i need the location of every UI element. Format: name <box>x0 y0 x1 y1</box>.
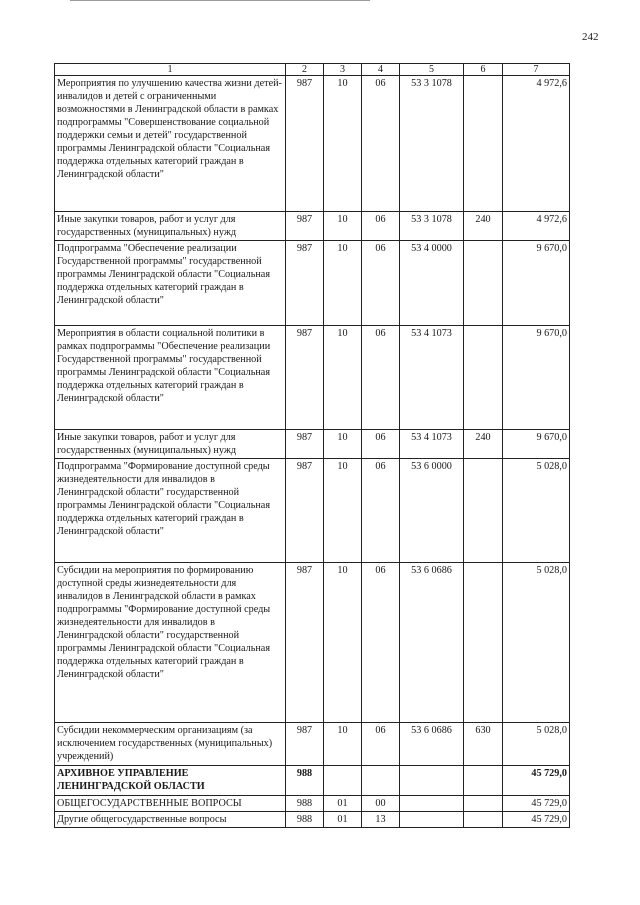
row-expense-type: 240 <box>464 430 503 459</box>
row-admin-code: 988 <box>286 766 324 796</box>
page-number: 242 <box>582 31 599 43</box>
table-row <box>55 796 570 812</box>
row-name: ОБЩЕГОСУДАРСТВЕННЫЕ ВОПРОСЫ <box>55 796 286 812</box>
row-amount: 4 972,6 <box>503 76 570 212</box>
row-amount: 9 670,0 <box>503 430 570 459</box>
row-section: 10 <box>324 563 362 723</box>
row-subsection: 06 <box>362 563 400 723</box>
row-subsection: 06 <box>362 241 400 326</box>
row-section: 01 <box>324 812 362 828</box>
row-amount: 45 729,0 <box>503 766 570 796</box>
row-admin-code: 987 <box>286 430 324 459</box>
table-row <box>55 812 570 828</box>
row-admin-code: 987 <box>286 563 324 723</box>
row-amount: 5 028,0 <box>503 723 570 766</box>
row-name: Мероприятия в области социальной политики в рамках подпрограммы "Обеспечение реализации Государственной программы" государственной программы Ленинградской области "Социальная поддержка отдельных категорий граждан в Ленинградской области" <box>55 326 286 430</box>
row-expense-type <box>464 241 503 326</box>
header-col-2: 2 <box>286 64 324 76</box>
row-subsection <box>362 766 400 796</box>
row-section: 10 <box>324 723 362 766</box>
header-col-1: 1 <box>55 64 286 76</box>
row-section: 10 <box>324 430 362 459</box>
row-section: 10 <box>324 76 362 212</box>
row-expense-type <box>464 796 503 812</box>
row-admin-code: 987 <box>286 723 324 766</box>
row-subsection: 06 <box>362 459 400 563</box>
row-name: Иные закупки товаров, работ и услуг для государственных (муниципальных) нужд <box>55 212 286 241</box>
row-amount: 9 670,0 <box>503 326 570 430</box>
row-amount: 5 028,0 <box>503 459 570 563</box>
row-amount: 45 729,0 <box>503 796 570 812</box>
table-row <box>55 563 570 723</box>
row-name: Субсидии на мероприятия по формированию доступной среды жизнедеятельности для инвалидов в Ленинградской области в рамках подпрограммы "Формирование доступной среды жизнедеятельности для инвалидов в Ленинградской области" государственной программы Ленинградской области "Социальная поддержка отдельных категорий граждан в Ленинградской области" <box>55 563 286 723</box>
table-row <box>55 241 570 326</box>
row-subsection: 06 <box>362 326 400 430</box>
header-col-7: 7 <box>503 64 570 76</box>
row-admin-code: 988 <box>286 812 324 828</box>
row-subsection: 06 <box>362 76 400 212</box>
header-col-3: 3 <box>324 64 362 76</box>
row-target-article: 53 6 0686 <box>400 723 464 766</box>
row-target-article <box>400 766 464 796</box>
row-name: Иные закупки товаров, работ и услуг для государственных (муниципальных) нужд <box>55 430 286 459</box>
table-row <box>55 212 570 241</box>
table-row <box>55 326 570 430</box>
row-section: 10 <box>324 459 362 563</box>
row-target-article: 53 6 0000 <box>400 459 464 563</box>
header-col-5: 5 <box>400 64 464 76</box>
row-target-article <box>400 796 464 812</box>
row-name: Другие общегосударственные вопросы <box>55 812 286 828</box>
row-expense-type: 240 <box>464 212 503 241</box>
row-name: АРХИВНОЕ УПРАВЛЕНИЕ ЛЕНИНГРАДСКОЙ ОБЛАСТИ <box>55 766 286 796</box>
row-amount: 4 972,6 <box>503 212 570 241</box>
row-target-article: 53 4 1073 <box>400 326 464 430</box>
row-subsection: 06 <box>362 723 400 766</box>
row-admin-code: 987 <box>286 459 324 563</box>
table-row <box>55 723 570 766</box>
row-subsection: 00 <box>362 796 400 812</box>
row-expense-type: 630 <box>464 723 503 766</box>
header-col-4: 4 <box>362 64 400 76</box>
row-target-article: 53 3 1078 <box>400 76 464 212</box>
row-subsection: 06 <box>362 212 400 241</box>
row-admin-code: 988 <box>286 796 324 812</box>
row-section: 10 <box>324 241 362 326</box>
row-admin-code: 987 <box>286 212 324 241</box>
row-expense-type <box>464 766 503 796</box>
row-amount: 5 028,0 <box>503 563 570 723</box>
table-row <box>55 430 570 459</box>
row-admin-code: 987 <box>286 241 324 326</box>
table-row <box>55 459 570 563</box>
row-amount: 9 670,0 <box>503 241 570 326</box>
row-section: 10 <box>324 212 362 241</box>
row-subsection: 13 <box>362 812 400 828</box>
row-subsection: 06 <box>362 430 400 459</box>
row-expense-type <box>464 76 503 212</box>
row-name: Субсидии некоммерческим организациям (за исключением государственных (муниципальных) учреждений) <box>55 723 286 766</box>
row-target-article: 53 6 0686 <box>400 563 464 723</box>
row-target-article: 53 4 1073 <box>400 430 464 459</box>
row-name: Подпрограмма "Обеспечение реализации Государственной программы" государственной программы Ленинградской области "Социальная поддержка отдельных категорий граждан в Ленинградской области" <box>55 241 286 326</box>
row-target-article: 53 4 0000 <box>400 241 464 326</box>
row-target-article <box>400 812 464 828</box>
row-name: Мероприятия по улучшению качества жизни детей-инвалидов и детей с ограниченными возможностями в Ленинградской области в рамках подпрограммы "Совершенствование социальной поддержки семьи и детей" государственной программы Ленинградской области "Социальная поддержка отдельных категорий граждан в Ленинградской области" <box>55 76 286 212</box>
row-amount: 45 729,0 <box>503 812 570 828</box>
row-expense-type <box>464 326 503 430</box>
row-expense-type <box>464 812 503 828</box>
row-admin-code: 987 <box>286 76 324 212</box>
row-expense-type <box>464 459 503 563</box>
top-rule <box>70 0 370 1</box>
table-body <box>55 76 570 828</box>
table-row <box>55 766 570 796</box>
row-expense-type <box>464 563 503 723</box>
table-header-row <box>55 64 570 76</box>
row-name: Подпрограмма "Формирование доступной среды жизнедеятельности для инвалидов в Ленинградской области" государственной программы Ленинградской области "Социальная поддержка отдельных категорий граждан в Ленинградской области" <box>55 459 286 563</box>
row-section: 01 <box>324 796 362 812</box>
budget-table <box>54 63 570 828</box>
row-section: 10 <box>324 326 362 430</box>
table-row <box>55 76 570 212</box>
header-col-6: 6 <box>464 64 503 76</box>
row-admin-code: 987 <box>286 326 324 430</box>
row-section <box>324 766 362 796</box>
row-target-article: 53 3 1078 <box>400 212 464 241</box>
